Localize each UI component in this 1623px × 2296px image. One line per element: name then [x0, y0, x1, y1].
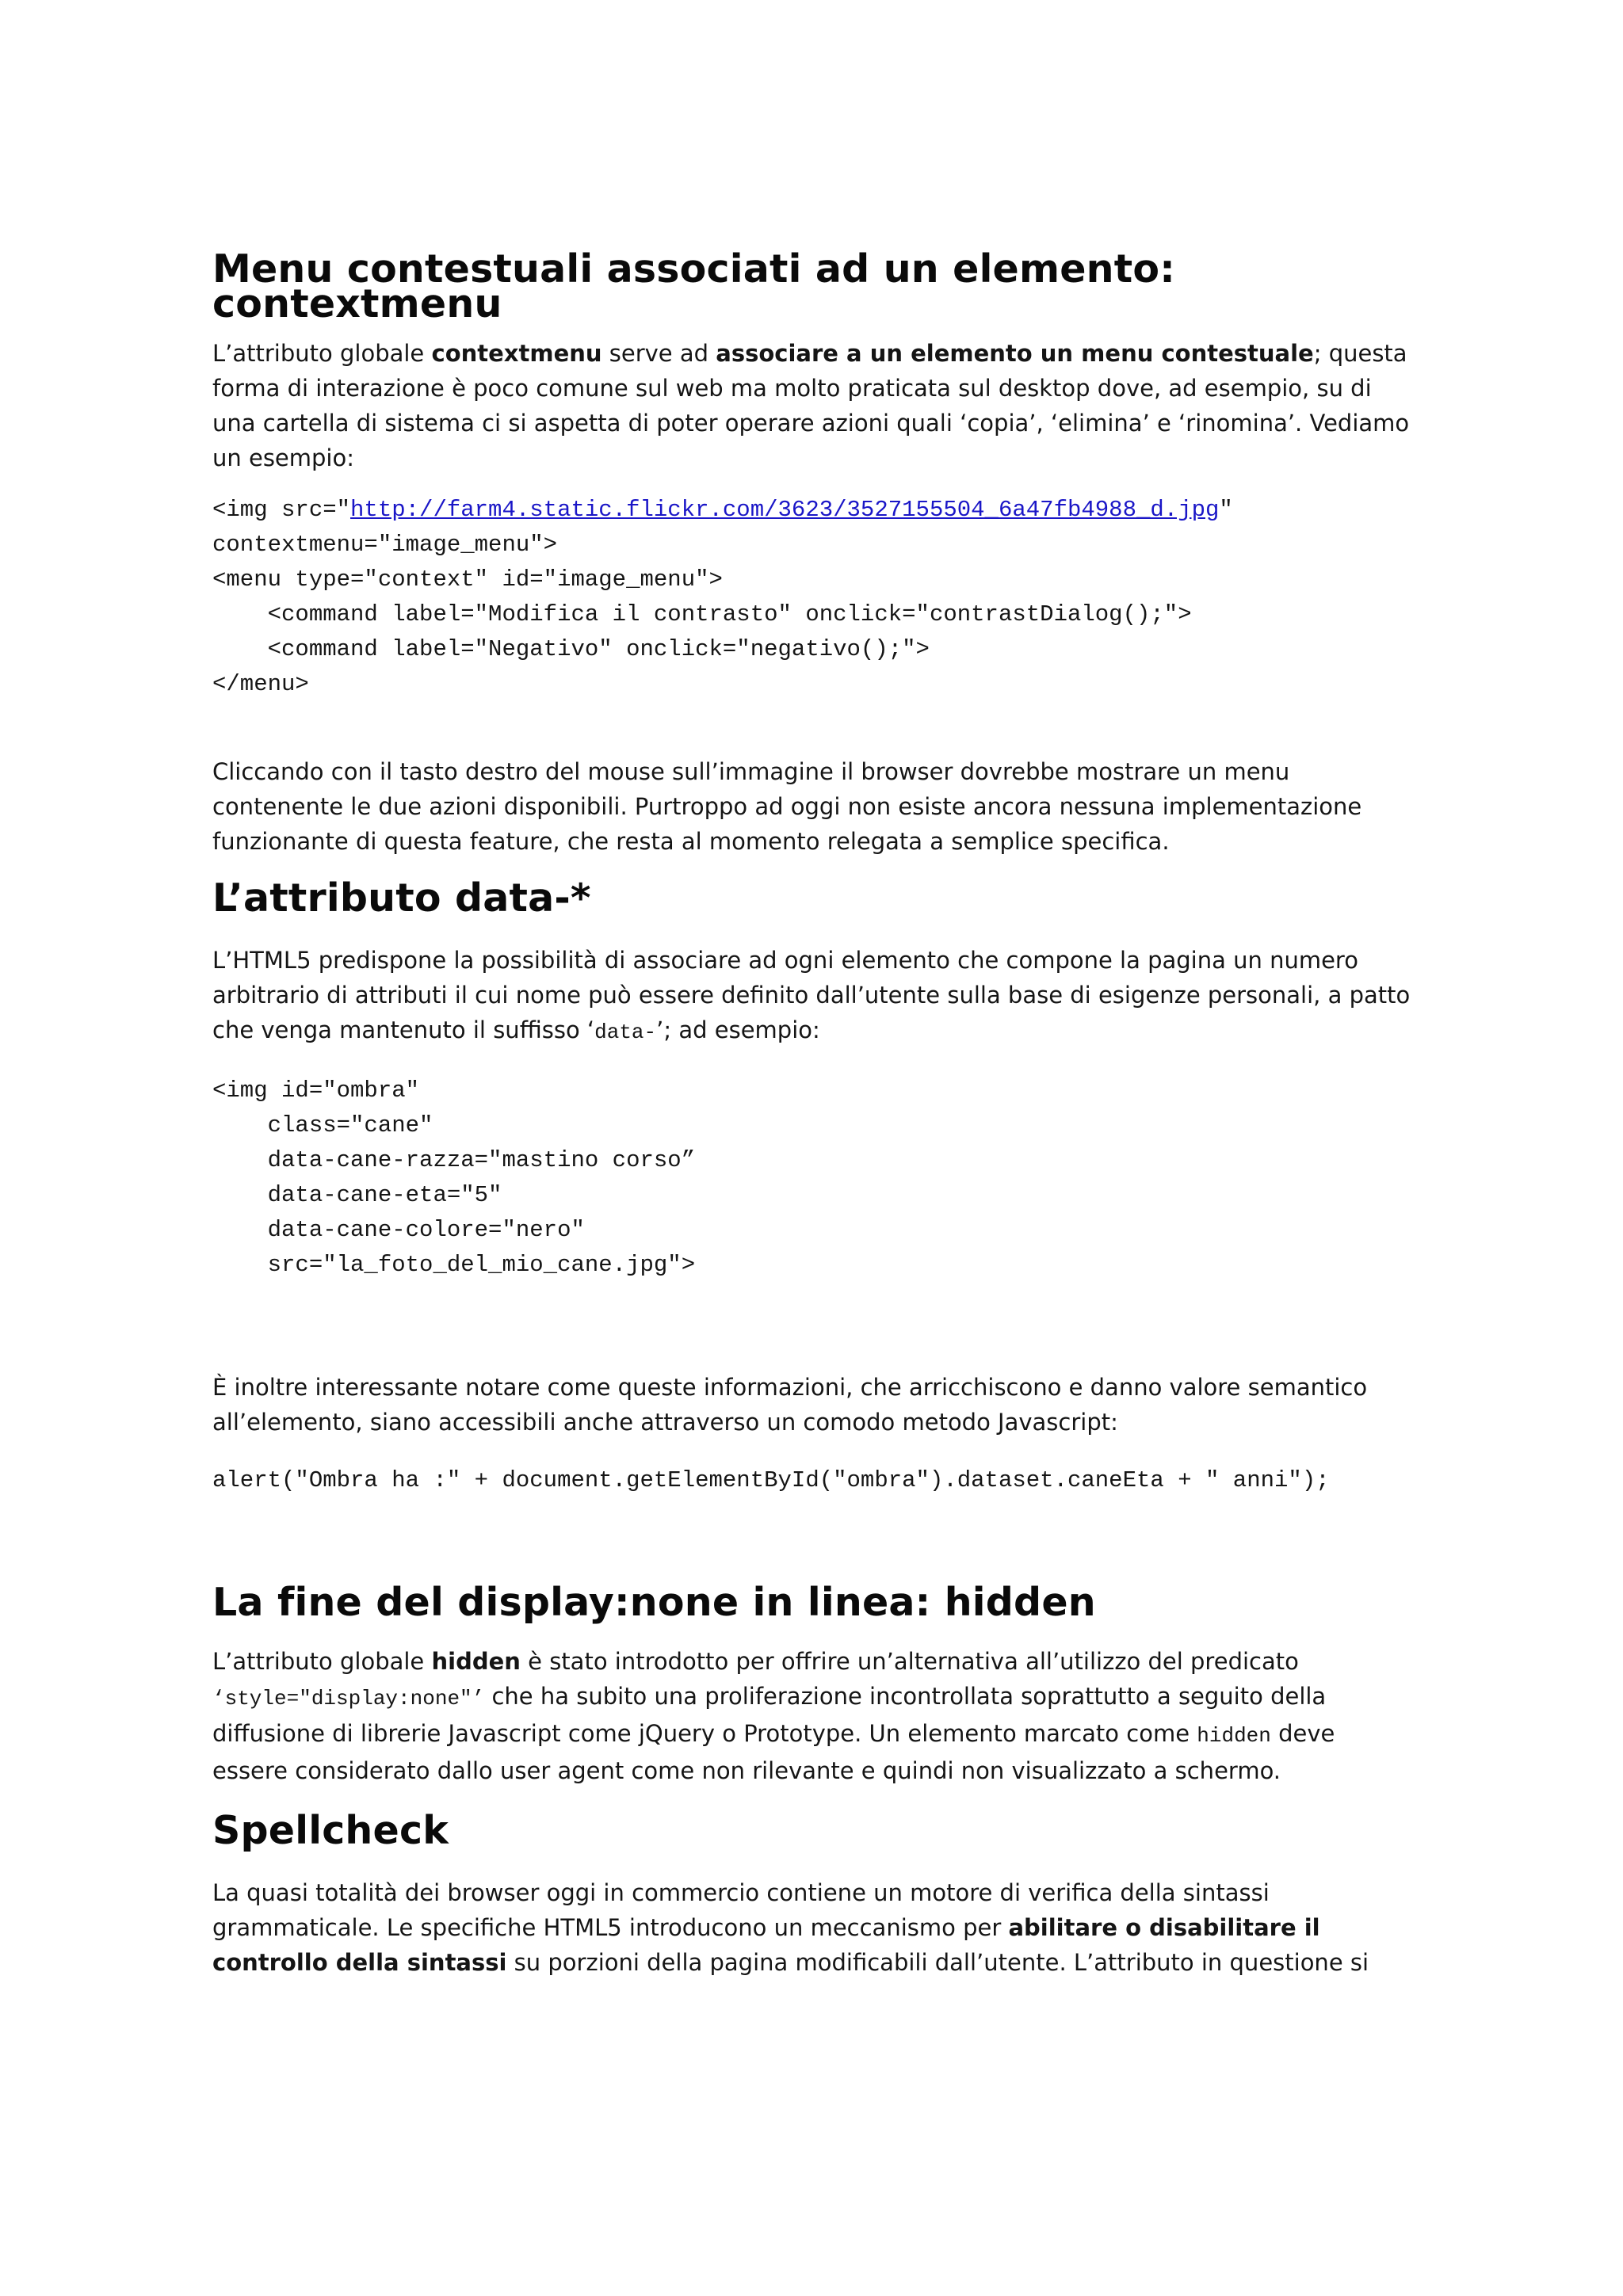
heading-line-1: Menu contestuali associati ad un elemento:	[212, 246, 1176, 292]
paragraph-dataset: È inoltre interessante notare come queste informazioni, che arricchiscono e danno valore semantico all’elemento, siano accessibili anche attraverso un comodo metodo Javascript:	[212, 1374, 1368, 1436]
bold-text: associare a un elemento un menu contestuale	[716, 340, 1314, 367]
bold-text: abilitare o disabilitare il controllo della sintassi	[212, 1914, 1320, 1976]
heading-spellcheck: Spellcheck	[212, 1808, 449, 1853]
paragraph-data-intro	[212, 943, 1417, 1050]
inline-code: data-	[594, 1020, 657, 1044]
inline-code: hidden	[1197, 1724, 1271, 1748]
code-block-contextmenu	[212, 493, 1417, 702]
text: serve ad	[601, 340, 716, 367]
bold-text: hidden	[431, 1648, 521, 1675]
text: L’HTML5 predispone la possibilità di associare ad ogni elemento che compone la pagina un numero arbitrario di attributi il cui nome può essere definito dall’utente sulla base di esigenze personali, a patto che venga mantenuto il suffisso ‘	[212, 947, 1411, 1043]
paragraph-hidden	[212, 1644, 1417, 1788]
paragraph-contextmenu-note: Cliccando con il tasto destro del mouse sull’immagine il browser dovrebbe mostrare un menu contenente le due azioni disponibili. Purtroppo ad oggi non esiste ancora nessuna implementazione funzionante di questa feature, che resta al momento relegata a semplice specifica.	[212, 758, 1362, 855]
heading-data-attribute: L’attributo data-*	[212, 875, 591, 921]
heading-hidden: La fine del display:none in linea: hidden	[212, 1580, 1096, 1625]
text: deve essere considerato dallo user agent come non rilevante e quindi non visualizzato a schermo.	[212, 1720, 1335, 1784]
bold-text: contextmenu	[431, 340, 602, 367]
image-url-link[interactable]: http://farm4.static.flickr.com/3623/3527155504_6a47fb4988_d.jpg	[350, 497, 1220, 523]
code-text: <img src="	[212, 497, 351, 523]
text: L’attributo globale	[212, 340, 432, 367]
heading-contextmenu	[212, 246, 1417, 326]
text: che ha subito una proliferazione incontrollata soprattutto a seguito della diffusione di librerie Javascript come jQuery o Prototype. Un elemento marcato come	[212, 1683, 1327, 1747]
code-text: contextmenu="image_menu"> <menu type="context" id="image_menu"> <command label="Modifica il contrasto" onclick="contrastDialog();"> <command label="Negativo" onclick="negativo();"> </menu>	[212, 532, 1192, 697]
code-block-data-attributes: <img id="ombra" class="cane" data-cane-razza="mastino corso” data-cane-eta="5" data-cane-colore="nero" src="la_foto_del_mio_cane.jpg">	[212, 1077, 696, 1278]
text: su porzioni della pagina modificabili dall’utente. L’attributo in questione si	[506, 1949, 1369, 1976]
paragraph-spellcheck	[212, 1875, 1417, 1980]
heading-line-2: contextmenu	[212, 281, 502, 326]
text: L’attributo globale	[212, 1648, 432, 1675]
text: ’; ad esempio:	[656, 1016, 820, 1043]
page-content	[212, 246, 1417, 1980]
text: è stato introdotto per offrire un’alternativa all’utilizzo del predicato	[520, 1648, 1299, 1675]
paragraph-contextmenu-intro	[212, 336, 1417, 475]
text: La quasi totalità dei browser oggi in commercio contiene un motore di verifica della sintassi grammaticale. Le specifiche HTML5 introducono un meccanismo per	[212, 1879, 1270, 1941]
code-block-dataset: alert("Ombra ha :" + document.getElementById("ombra").dataset.caneEta + " anni");	[212, 1467, 1330, 1493]
inline-code: ‘style="display:none"’	[212, 1687, 485, 1711]
text: ; questa forma di interazione è poco comune sul web ma molto praticata sul desktop dove, ad esempio, su di una cartella di sistema ci si aspetta di poter operare azioni quali ‘copia’, ‘elimina’ e ‘rinomina’. Vediamo un esempio:	[212, 340, 1410, 471]
code-text: "	[1219, 497, 1233, 523]
